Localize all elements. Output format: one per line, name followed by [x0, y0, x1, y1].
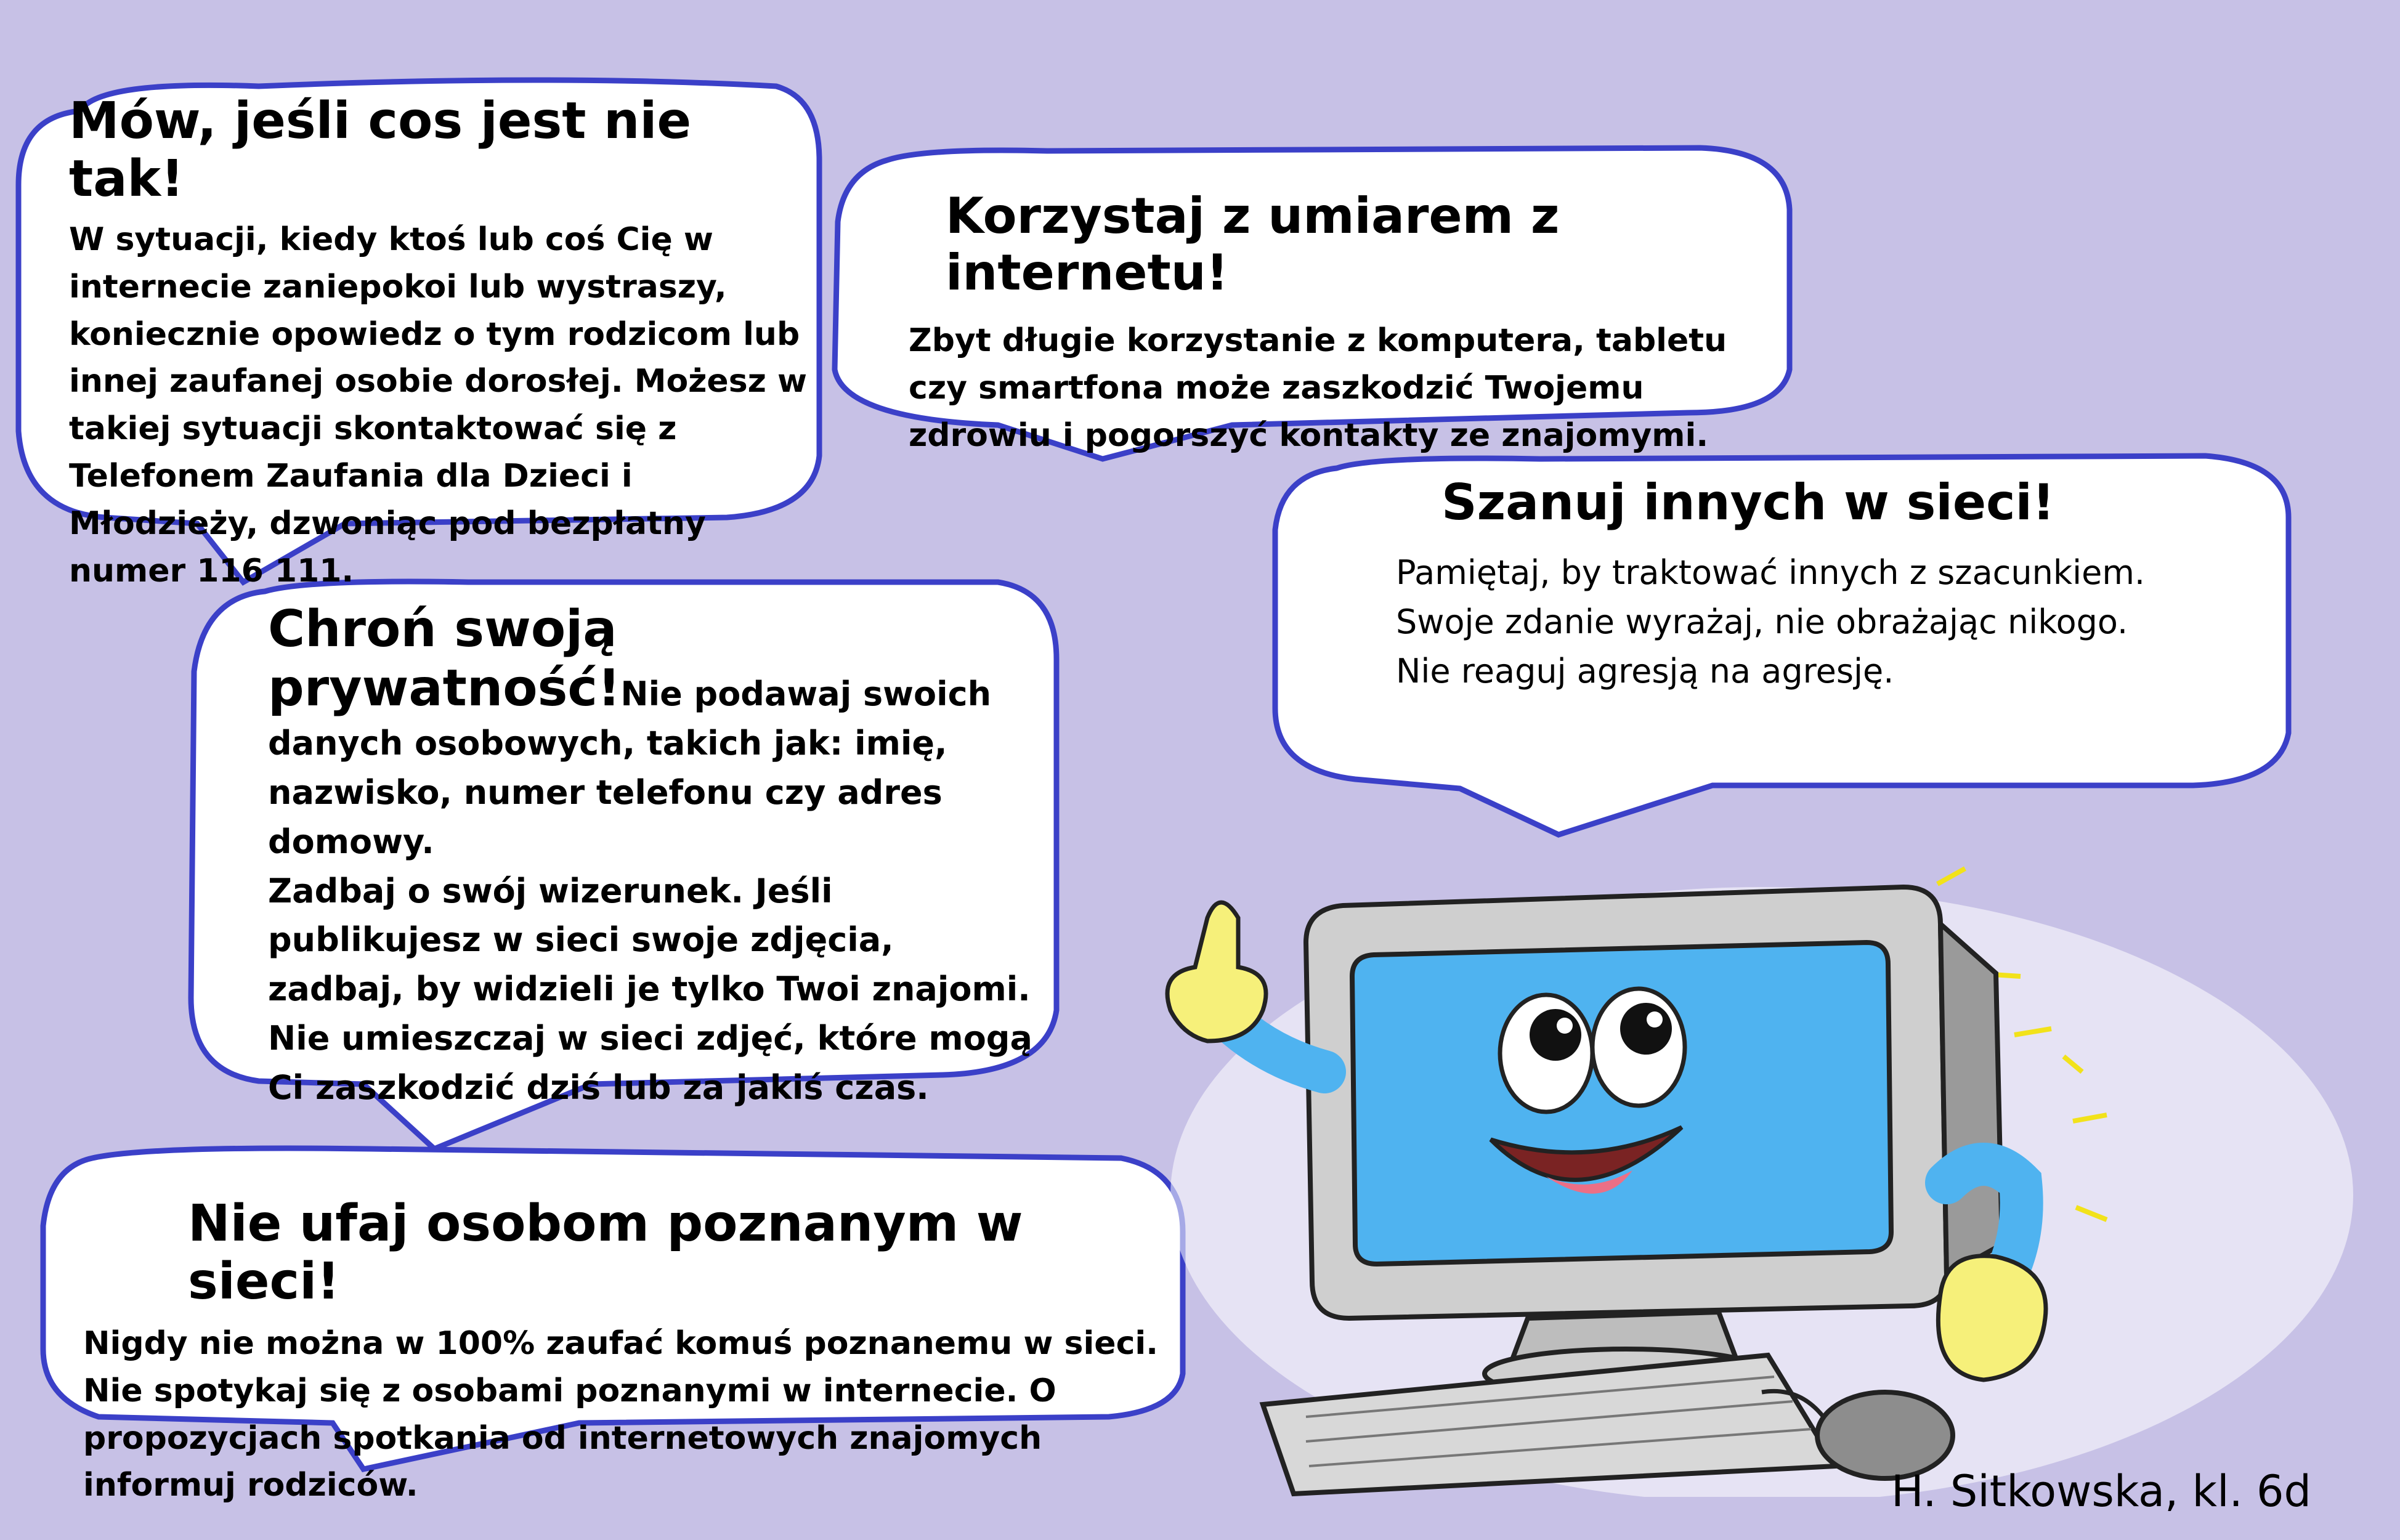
cartoon-computer-illustration: [1146, 850, 2372, 1497]
bubble-speak-up-text: W sytuacji, kiedy ktoś lub coś Cię w internecie zaniepokoi lub wystraszy, koniecznie opowiedz o tym rodzicom lub innej zaufanej osobie dorosłej. Możesz w takiej sytuacji skontaktować się z Telefonem Zaufania dla Dzieci i Młodzieży, dzwoniąc pod bezpłatny numer 116 111.: [69, 221, 808, 590]
bubble-moderation: [909, 188, 1783, 460]
bubble-moderation-text: Zbyt długie korzystanie z komputera, tabletu czy smartfona może zaszkodzić Twojemu zdrowiu i pogorszyć kontakty ze znajomymi.: [909, 322, 1727, 454]
bubble-moderation-title: Korzystaj z umiarem z internetu!: [946, 187, 1560, 301]
glove-icon: [1938, 1256, 2046, 1380]
bubble-distrust-text: Nigdy nie można w 100% zaufać komuś poznanemu w sieci. Nie spotykaj się z osobami poznanymi w internecie. O propozycjach spotkania od internetowych znajomych informuj rodziców.: [83, 1324, 1158, 1504]
bubble-speak-up-title: Mów, jeśli cos jest nie tak!: [69, 92, 692, 209]
bubble-privacy-text-1: Nie podawaj swoich danych osobowych, takich jak: imię, nazwisko, numer telefonu czy adres domowy.: [268, 674, 992, 861]
bubble-respect-line-1: Pamiętaj, by traktować innych z szacunkiem.: [1396, 553, 2146, 592]
thumbs-up-glove-icon: [1167, 902, 1266, 1041]
bubble-distrust: [83, 1195, 1180, 1509]
bubble-respect-line-2: Swoje zdanie wyrażaj, nie obrażając nikogo.: [1396, 602, 2128, 641]
bubble-privacy-text-2: Zadbaj o swój wizerunek. Jeśli publikujesz w sieci swoje zdjęcia, zadbaj, by widzieli je tylko Twoi znajomi. Nie umieszczaj w sieci zdjęć, które mogą Ci zaszkodzić dziś lub za jakiś czas.: [268, 871, 1032, 1108]
author-credit: H. Sitkowska, kl. 6d: [1891, 1466, 2311, 1517]
bubble-speak-up: [69, 92, 821, 595]
bubble-respect-line-3: Nie reaguj agresją na agresję.: [1396, 651, 1894, 691]
bubble-respect: [1392, 474, 2211, 696]
bubble-privacy-title: Chroń swoją prywatność!: [268, 600, 621, 718]
bubble-distrust-title: Nie ufaj osobom poznanym w sieci!: [188, 1194, 1023, 1311]
bubble-respect-text: [1392, 548, 2211, 696]
bubble-privacy-paragraph: [268, 601, 1038, 867]
bubble-respect-title: Szanuj innych w sieci!: [1441, 474, 2055, 531]
mouse-icon: [1817, 1392, 1953, 1478]
bubble-privacy: [268, 601, 1038, 1112]
